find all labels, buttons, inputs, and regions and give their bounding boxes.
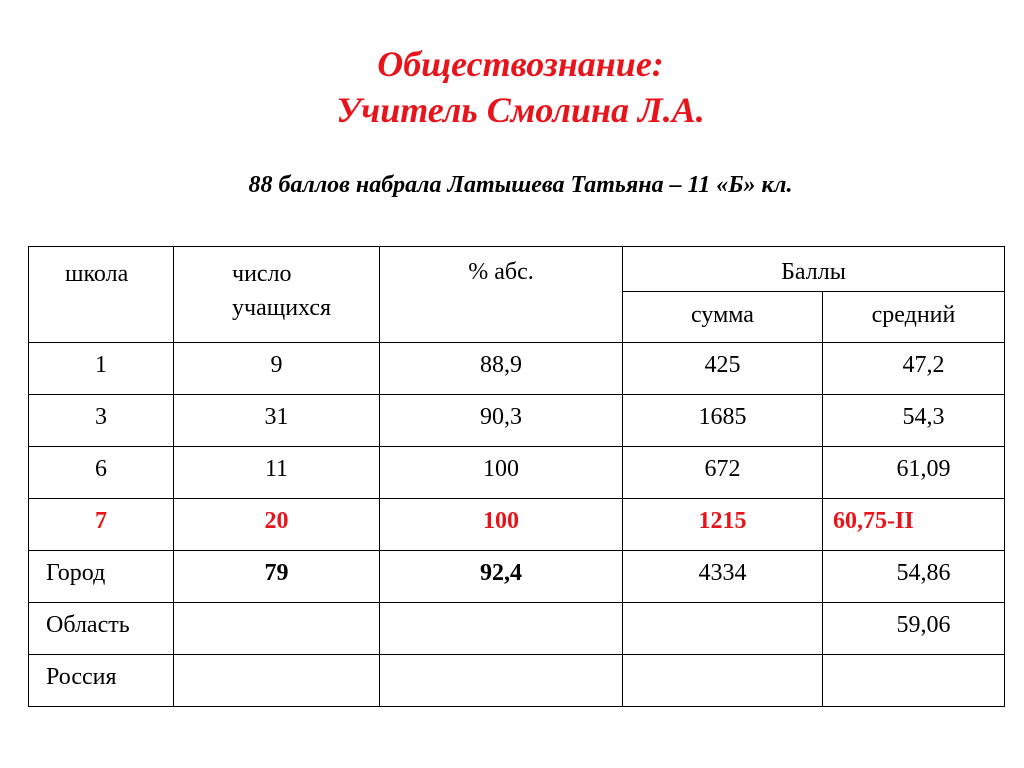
- page-title: Обществознание:: [377, 44, 664, 84]
- cell-average: 59,06: [823, 603, 1005, 655]
- cell-count: 11: [174, 447, 380, 499]
- header-scores: Баллы: [623, 247, 1005, 292]
- cell-count: 31: [174, 395, 380, 447]
- header-school: школа: [29, 247, 174, 343]
- cell-average: [823, 655, 1005, 707]
- cell-school: 7: [29, 499, 174, 551]
- table-row-highlighted: [29, 499, 1005, 551]
- table-row: [29, 343, 1005, 395]
- cell-percent: 90,3: [380, 395, 623, 447]
- cell-sum: 4334: [623, 551, 823, 603]
- cell-count: 79: [174, 551, 380, 603]
- cell-percent: [380, 655, 623, 707]
- cell-sum: 1685: [623, 395, 823, 447]
- teacher-name: Учитель Смолина Л.А.: [336, 90, 705, 130]
- cell-sum: 1215: [623, 499, 823, 551]
- cell-school: 3: [29, 395, 174, 447]
- cell-sum: 672: [623, 447, 823, 499]
- results-table: [28, 246, 1005, 707]
- cell-percent: 100: [380, 499, 623, 551]
- cell-percent: [380, 603, 623, 655]
- top-student-note: 88 баллов набрала Латышева Татьяна – 11 «Б» кл.: [248, 172, 793, 198]
- cell-school: Россия: [29, 655, 174, 707]
- cell-percent: 88,9: [380, 343, 623, 395]
- cell-school: Область: [29, 603, 174, 655]
- cell-average: 60,75-II: [823, 499, 1005, 551]
- cell-sum: [623, 603, 823, 655]
- header-average: средний: [823, 292, 1005, 343]
- cell-count: 9: [174, 343, 380, 395]
- header-sum: сумма: [623, 292, 823, 343]
- cell-school: 6: [29, 447, 174, 499]
- table-row: [29, 655, 1005, 707]
- cell-school: Город: [29, 551, 174, 603]
- cell-count: [174, 655, 380, 707]
- header-row: [29, 247, 1005, 292]
- cell-count: [174, 603, 380, 655]
- cell-average: 54,86: [823, 551, 1005, 603]
- cell-sum: [623, 655, 823, 707]
- cell-percent: 92,4: [380, 551, 623, 603]
- table-row: [29, 447, 1005, 499]
- header-count: число учащихся: [174, 247, 380, 343]
- cell-average: 61,09: [823, 447, 1005, 499]
- cell-sum: 425: [623, 343, 823, 395]
- cell-average: 54,3: [823, 395, 1005, 447]
- cell-school: 1: [29, 343, 174, 395]
- table-row: [29, 603, 1005, 655]
- header-percent: % абс.: [380, 247, 623, 343]
- cell-average: 47,2: [823, 343, 1005, 395]
- cell-percent: 100: [380, 447, 623, 499]
- cell-count: 20: [174, 499, 380, 551]
- table-row: [29, 551, 1005, 603]
- table-row: [29, 395, 1005, 447]
